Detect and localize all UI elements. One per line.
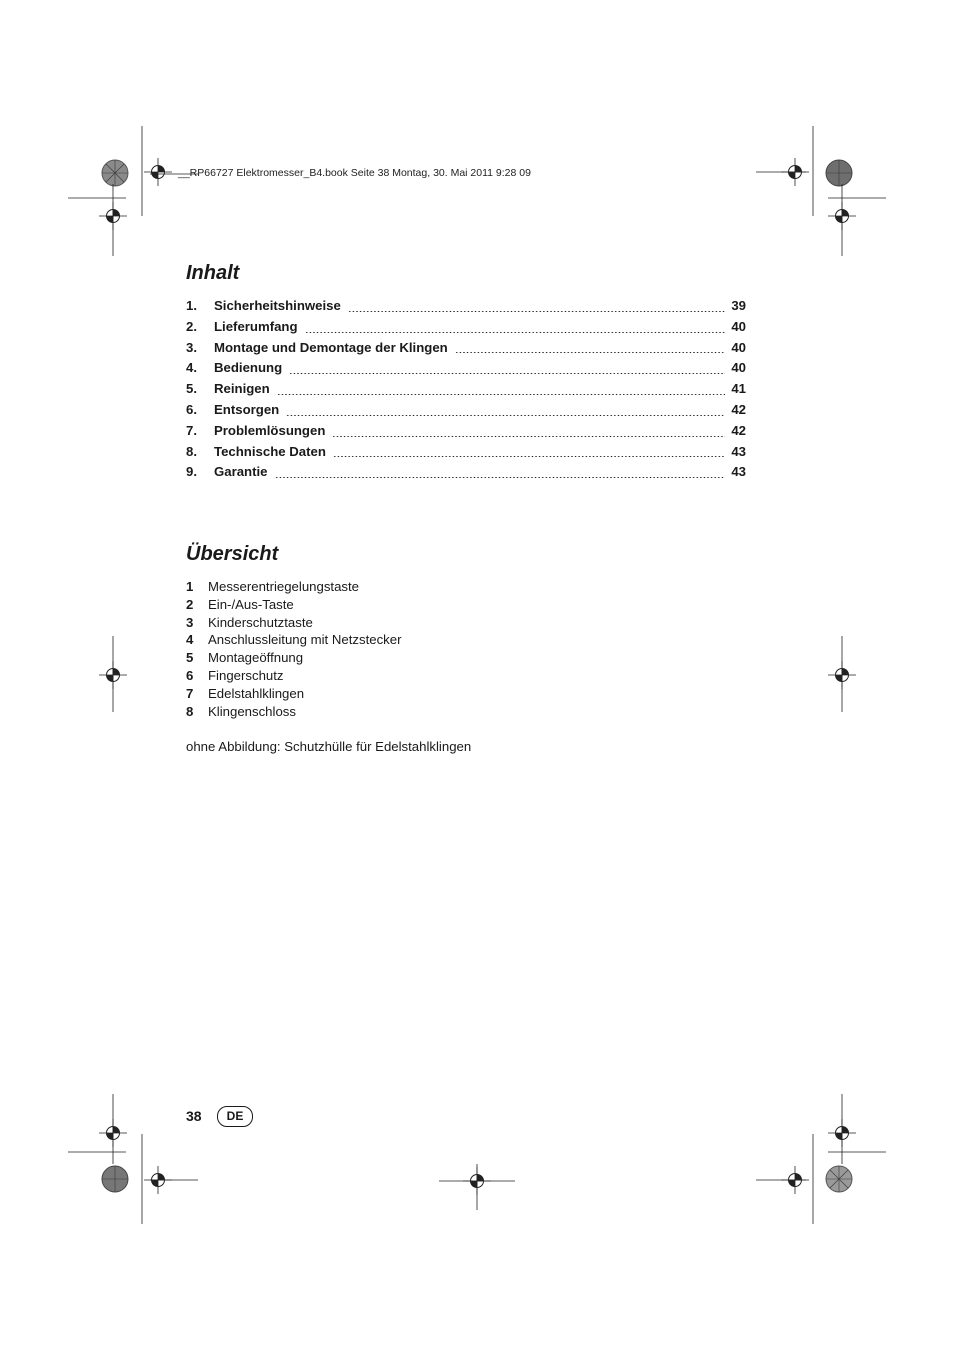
toc-dot-leader	[275, 477, 725, 478]
toc-heading: Inhalt	[186, 262, 240, 284]
toc-entry	[186, 462, 746, 483]
toc-entry	[186, 338, 746, 359]
part-number: 4	[186, 632, 194, 648]
part-item	[186, 703, 402, 721]
part-number: 5	[186, 650, 194, 666]
part-number: 1	[186, 579, 194, 594]
toc-entry-title: Lieferumfang	[214, 318, 298, 334]
part-item	[186, 649, 402, 667]
registration-mark-icon	[99, 661, 127, 689]
toc-entry-page: 41	[731, 381, 746, 397]
toc-entry-number: 1.	[186, 298, 197, 313]
toc-entry-page: 42	[731, 401, 746, 417]
toc-entry-number: 9.	[186, 464, 197, 480]
part-label: Anschlussleitung mit Netzstecker	[208, 632, 402, 648]
part-label: Kinderschutztaste	[208, 614, 313, 630]
toc-entry	[186, 421, 746, 442]
part-label: Ein-/Aus-Taste	[208, 596, 294, 612]
part-item	[186, 596, 402, 614]
toc-dot-leader	[277, 394, 725, 395]
part-item	[186, 631, 402, 649]
toc-entry-title: Reinigen	[214, 381, 270, 397]
toc-entry-number: 4.	[186, 360, 197, 376]
toc-entry-page: 40	[731, 339, 746, 355]
part-number: 7	[186, 685, 194, 701]
part-number: 3	[186, 614, 194, 630]
part-number: 6	[186, 667, 194, 683]
toc-entry-title: Montage und Demontage der Klingen	[214, 339, 448, 355]
color-wheel-icon	[826, 1166, 852, 1192]
language-badge: DE	[217, 1106, 253, 1127]
toc-dot-leader	[348, 311, 725, 312]
registration-mark-icon	[828, 202, 856, 230]
toc-entry-page: 40	[731, 360, 746, 376]
toc-entry-number: 5.	[186, 381, 197, 397]
toc-entry-number: 7.	[186, 422, 197, 438]
overview-note: ohne Abbildung: Schutzhülle für Edelstahlklingen	[186, 739, 472, 754]
part-item	[186, 614, 402, 632]
toc-entry-page: 43	[731, 464, 746, 480]
toc-entry-page: 43	[731, 443, 746, 459]
toc-entry	[186, 296, 746, 317]
toc-entry-title: Problemlösungen	[214, 422, 326, 438]
toc-entry-page: 42	[731, 422, 746, 438]
toc-dot-leader	[333, 456, 725, 457]
registration-mark-icon	[828, 1119, 856, 1147]
page-number: 38	[186, 1108, 202, 1124]
registration-mark-icon	[781, 158, 809, 186]
toc-dot-leader	[286, 415, 725, 416]
toc-entry-title: Garantie	[214, 464, 268, 480]
toc-entry	[186, 442, 746, 463]
part-number: 8	[186, 703, 194, 719]
toc-entry-number: 2.	[186, 318, 197, 334]
part-label: Edelstahlklingen	[208, 685, 305, 701]
toc-entry	[186, 317, 746, 338]
registration-mark-icon	[144, 158, 172, 186]
toc-dot-leader	[289, 373, 725, 374]
toc-entry-title: Technische Daten	[214, 443, 326, 459]
part-label: Klingenschloss	[208, 703, 296, 719]
toc-entry-number: 3.	[186, 339, 197, 355]
registration-mark-icon	[781, 1166, 809, 1194]
color-wheel-icon	[102, 1166, 128, 1192]
part-item	[186, 578, 402, 596]
registration-mark-icon	[463, 1167, 491, 1195]
parts-list	[186, 578, 402, 720]
registration-mark-icon	[99, 1119, 127, 1147]
print-file-info: __RP66727 Elektromesser_B4.book Seite 38 Montag, 30. Mai 2011 9:28 09	[178, 167, 531, 179]
part-item	[186, 685, 402, 703]
toc-entry-page: 39	[731, 298, 746, 313]
toc-entry	[186, 400, 746, 421]
toc-entry	[186, 379, 746, 400]
toc-dot-leader	[455, 352, 725, 353]
registration-mark-icon	[828, 661, 856, 689]
toc-entry-number: 6.	[186, 401, 197, 417]
part-label: Fingerschutz	[208, 667, 284, 683]
toc-entry-title: Entsorgen	[214, 401, 280, 417]
part-number: 2	[186, 596, 194, 612]
part-item	[186, 667, 402, 685]
table-of-contents	[186, 296, 746, 483]
toc-dot-leader	[305, 332, 725, 333]
overview-heading: Übersicht	[186, 543, 279, 565]
toc-entry-title: Sicherheitshinweise	[214, 298, 341, 313]
toc-entry-number: 8.	[186, 443, 197, 459]
color-wheel-icon	[102, 160, 128, 186]
registration-mark-icon	[99, 202, 127, 230]
color-wheel-icon	[826, 160, 852, 186]
toc-entry	[186, 358, 746, 379]
toc-entry-page: 40	[731, 318, 746, 334]
part-label: Montageöffnung	[208, 650, 304, 666]
registration-mark-icon	[144, 1166, 172, 1194]
toc-dot-leader	[332, 436, 725, 437]
toc-entry-title: Bedienung	[214, 360, 283, 376]
part-label: Messerentriegelungstaste	[208, 579, 360, 594]
